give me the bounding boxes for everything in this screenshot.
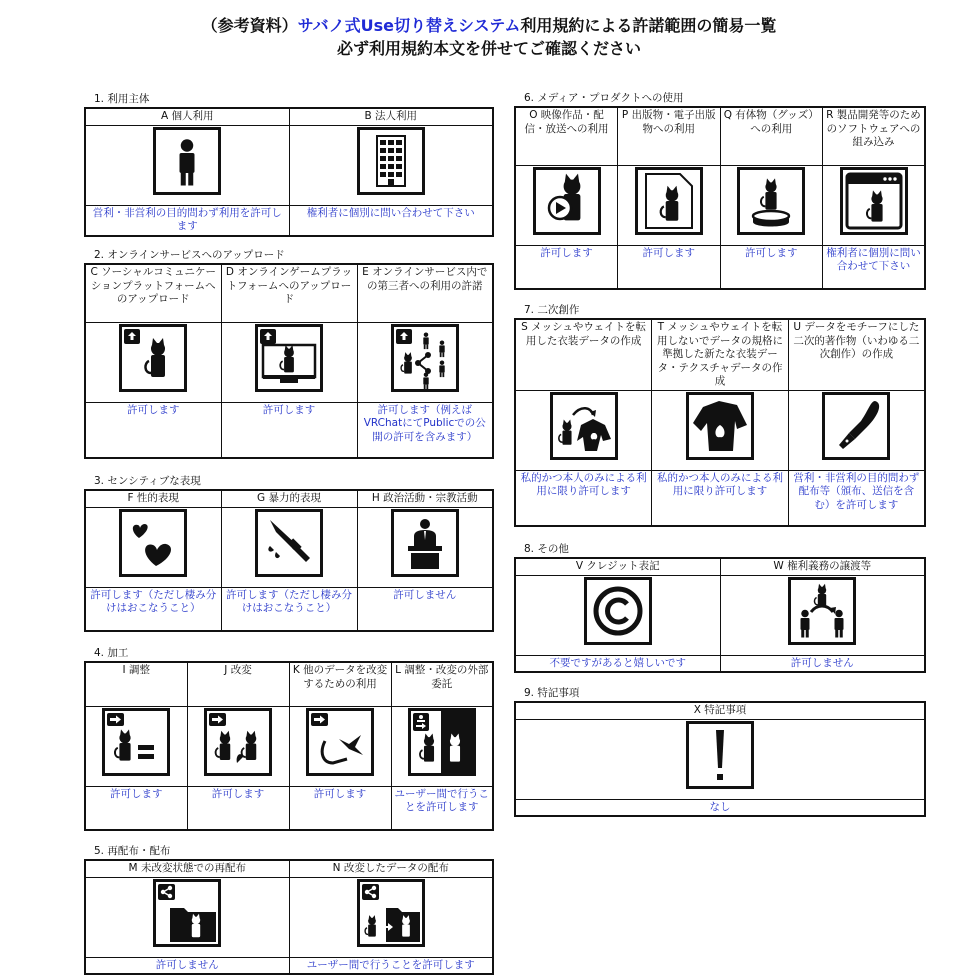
figure-cat-icon xyxy=(737,167,805,235)
share-modified-cat-icon xyxy=(357,879,425,947)
permission-table xyxy=(514,106,926,290)
item-heading: J 改変 xyxy=(187,662,289,706)
section-special-notes xyxy=(514,686,926,817)
item-heading: K 他のデータを改変するための利用 xyxy=(289,662,391,706)
permission-result: 許可します xyxy=(618,245,721,289)
permission-result: 許可しません xyxy=(720,655,925,672)
section-label: 7. 二次創作 xyxy=(524,304,580,316)
parts-reuse-icon xyxy=(306,708,374,776)
clothes-icon xyxy=(686,392,754,460)
title-line-1 xyxy=(0,14,978,37)
permission-result: なし xyxy=(515,799,925,816)
permission-result: 許可します xyxy=(289,786,391,830)
item-heading: C ソーシャルコミュニケーションプラットフォームへのアップロード xyxy=(85,264,221,322)
upload-share-people-icon xyxy=(391,324,459,392)
item-heading: T メッシュやウェイトを転用しないでデータの規格に準拠した新たな衣装データ・テクスチャデータの作成 xyxy=(652,319,789,390)
video-play-cat-icon xyxy=(533,167,601,235)
item-heading: R 製品開発等のためのソフトウェアへの組み込み xyxy=(823,107,926,165)
permission-result: 許可します xyxy=(221,402,357,458)
hearts-icon xyxy=(119,509,187,577)
permission-table xyxy=(514,701,926,817)
upload-monitor-cat-icon xyxy=(255,324,323,392)
upload-cat-icon xyxy=(119,324,187,392)
permission-result: 許可します xyxy=(85,402,221,458)
permission-result: 私的かつ本人のみによる利用に限り許可します xyxy=(652,470,789,526)
permission-table xyxy=(514,318,926,527)
permission-result: 不要ですがあると嬉しいです xyxy=(515,655,720,672)
permission-result: 許可します xyxy=(515,245,618,289)
section-other xyxy=(514,542,926,673)
item-heading: H 政治活動・宗教活動 xyxy=(357,490,493,507)
item-heading: M 未改変状態での再配布 xyxy=(85,860,289,877)
permission-result: 私的かつ本人のみによる利用に限り許可します xyxy=(515,470,652,526)
item-heading: E オンラインサービス内での第三者への利用の許諾 xyxy=(357,264,493,322)
permission-result: 許可しません xyxy=(85,957,289,974)
title-prefix: （参考資料） xyxy=(201,16,298,35)
item-heading: V クレジット表記 xyxy=(515,558,720,575)
permission-result: ユーザー間で行うことを許可します xyxy=(289,957,493,974)
item-heading: Q 有体物（グッズ）への利用 xyxy=(720,107,823,165)
pen-icon xyxy=(822,392,890,460)
section-sensitive-expression xyxy=(84,474,494,632)
section-processing xyxy=(84,646,494,831)
permission-table xyxy=(514,557,926,673)
section-derivative-works xyxy=(514,303,926,527)
item-heading: S メッシュやウェイトを転用した衣装データの作成 xyxy=(515,319,652,390)
section-label: 9. 特記事項 xyxy=(524,687,580,699)
permission-result: 営利・非営利の目的問わず利用を許可します xyxy=(85,205,289,236)
item-heading: W 権利義務の譲渡等 xyxy=(720,558,925,575)
section-label: 6. メディア・プロダクトへの使用 xyxy=(524,92,684,104)
share-folder-cat-icon xyxy=(153,879,221,947)
exclamation-icon xyxy=(686,721,754,789)
permission-table xyxy=(84,263,494,459)
item-heading: G 暴力的表現 xyxy=(221,490,357,507)
section-label: 1. 利用主体 xyxy=(94,93,150,105)
page-title xyxy=(0,14,978,60)
permission-result: 許可します xyxy=(720,245,823,289)
document-cat-icon xyxy=(635,167,703,235)
section-label: 3. センシティブな表現 xyxy=(94,475,201,487)
permission-table xyxy=(84,859,494,975)
knife-blood-icon xyxy=(255,509,323,577)
permission-table xyxy=(84,661,494,831)
permission-result: ユーザー間で行うことを許可します xyxy=(391,786,493,830)
permission-result: 営利・非営利の目的問わず配布等（頒布、送信を含む）を許可します xyxy=(788,470,925,526)
item-heading: N 改変したデータの配布 xyxy=(289,860,493,877)
section-media-products xyxy=(514,91,926,290)
section-redistribution xyxy=(84,844,494,975)
title-suffix: 利用規約による許諾範囲の簡易一覧 xyxy=(520,16,777,35)
item-heading: B 法人利用 xyxy=(289,108,493,125)
transfer-rights-icon xyxy=(788,577,856,645)
permission-result: 許可します（ただし棲み分けはおこなうこと） xyxy=(221,587,357,631)
item-heading: O 映像作品・配信・放送への利用 xyxy=(515,107,618,165)
permission-result: 権利者に個別に問い合わせて下さい xyxy=(289,205,493,236)
item-heading: F 性的表現 xyxy=(85,490,221,507)
permission-result: 許可します xyxy=(187,786,289,830)
section-label: 5. 再配布・配布 xyxy=(94,845,171,857)
title-line-2: 必ず利用規約本文を併せてご確認ください xyxy=(336,39,641,58)
title-system-name: サバノ式Use切り替えシステム xyxy=(297,16,521,35)
item-heading: P 出版物・電子出版物への利用 xyxy=(618,107,721,165)
building-icon xyxy=(357,127,425,195)
item-heading: U データをモチーフにした二次的著作物（いわゆる二次創作）の作成 xyxy=(788,319,925,390)
modify-cat-icon xyxy=(204,708,272,776)
item-heading: X 特記事項 xyxy=(515,702,925,719)
permission-result: 権利者に個別に問い合わせて下さい xyxy=(823,245,926,289)
section-label: 2. オンラインサービスへのアップロード xyxy=(94,249,285,261)
section-usage-subject xyxy=(84,92,494,237)
permission-result: 許可します xyxy=(85,786,187,830)
item-heading: A 個人利用 xyxy=(85,108,289,125)
section-label: 8. その他 xyxy=(524,543,569,555)
person-icon xyxy=(153,127,221,195)
software-window-cat-icon xyxy=(840,167,908,235)
adjust-cat-equals-icon xyxy=(102,708,170,776)
section-label: 4. 加工 xyxy=(94,647,129,659)
outsource-icon xyxy=(408,708,476,776)
item-heading: L 調整・改変の外部委託 xyxy=(391,662,493,706)
permission-result: 許可します（ただし棲み分けはおこなうこと） xyxy=(85,587,221,631)
permission-result: 許可しません xyxy=(357,587,493,631)
section-online-upload xyxy=(84,248,494,459)
permission-table xyxy=(84,107,494,237)
item-heading: D オンラインゲームプラットフォームへのアップロード xyxy=(221,264,357,322)
permission-table xyxy=(84,489,494,632)
speaker-podium-icon xyxy=(391,509,459,577)
copyright-icon xyxy=(584,577,652,645)
cat-to-clothes-icon xyxy=(550,392,618,460)
item-heading: I 調整 xyxy=(85,662,187,706)
permission-result: 許可します（例えばVRChatにてPublicでの公開の許可を含みます） xyxy=(357,402,493,458)
